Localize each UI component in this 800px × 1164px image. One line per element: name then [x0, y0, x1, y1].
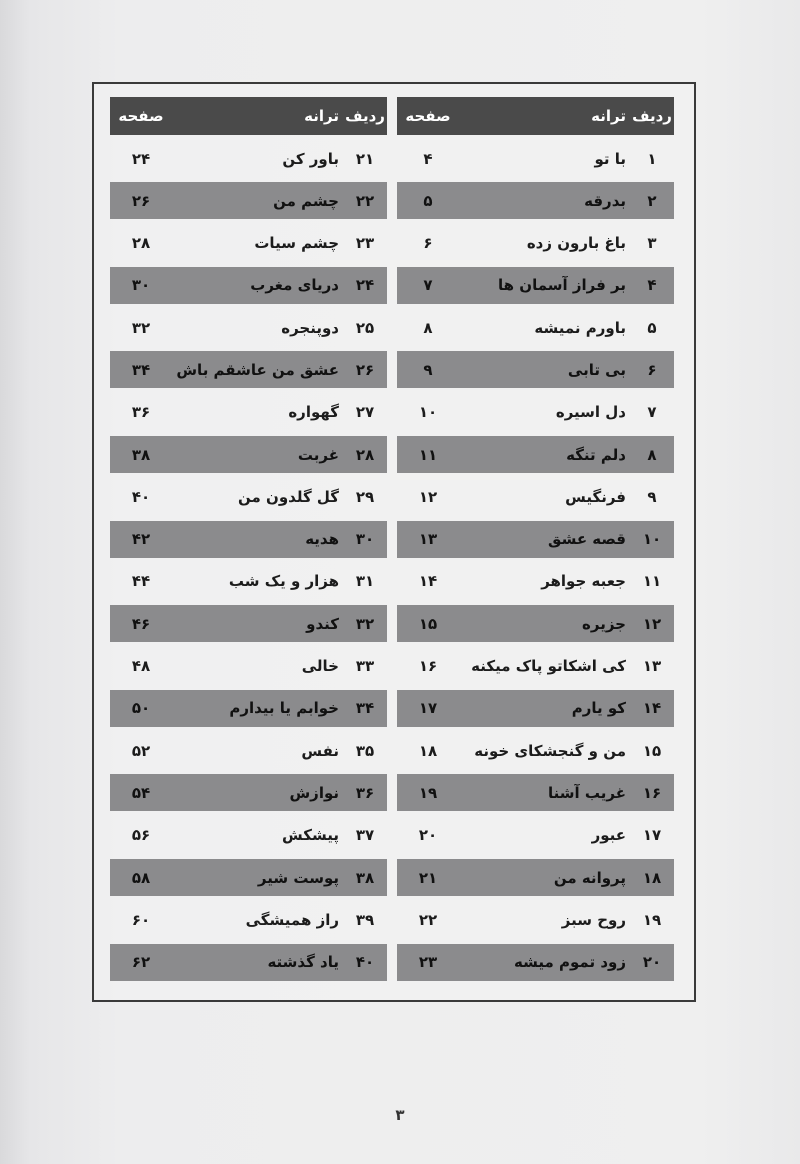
header-page: صفحه: [405, 107, 451, 125]
table-row: [397, 563, 674, 600]
table-row: [110, 817, 387, 854]
row-number: ۳۸: [355, 868, 375, 887]
row-number: ۱۶: [642, 783, 662, 802]
row-number: ۲: [647, 191, 657, 210]
page-number-cell: ۲۰: [418, 826, 438, 845]
song-title: پوست شیر: [257, 868, 339, 887]
page-number-cell: ۲۲: [418, 910, 438, 929]
table-row: [110, 225, 387, 262]
row-number: ۴: [647, 276, 657, 295]
page-number-cell: ۵۲: [131, 741, 151, 760]
table-row: [397, 351, 674, 388]
song-title: بی تابی: [567, 360, 626, 379]
song-title: روح سبز: [561, 910, 626, 929]
row-number: ۱۲: [642, 614, 662, 633]
song-title: هزار و یک شب: [228, 572, 339, 591]
page-number-cell: ۲۱: [418, 868, 438, 887]
table-row: [397, 140, 674, 177]
page-number-cell: ۴۴: [131, 572, 151, 591]
row-number: ۲۷: [355, 403, 375, 422]
row-number: ۱۸: [642, 868, 662, 887]
header-page: صفحه: [118, 107, 164, 125]
song-title: بدرقه: [584, 191, 626, 210]
page-number-cell: ۵۰: [131, 699, 151, 718]
song-title: کندو: [306, 614, 339, 633]
row-number: ۲۱: [355, 149, 375, 168]
table-row: [110, 351, 387, 388]
song-title: پیشکش: [282, 826, 339, 845]
page-number: ۳: [395, 1106, 405, 1124]
row-number: ۲۶: [355, 360, 375, 379]
table-row: [397, 859, 674, 896]
row-number: ۳۴: [355, 699, 375, 718]
page-number-cell: ۴: [423, 149, 433, 168]
table-row: [110, 732, 387, 769]
page-number-cell: ۵: [423, 191, 433, 210]
song-title: زود تموم میشه: [514, 953, 626, 972]
page-number-cell: ۶: [423, 234, 433, 253]
row-number: ۲۴: [355, 276, 375, 295]
page-number-cell: ۲۸: [131, 234, 151, 253]
song-title: یاد گذشته: [267, 953, 339, 972]
page-number-cell: ۳۲: [131, 318, 151, 337]
page-number-cell: ۴۰: [131, 487, 151, 506]
table-row: [110, 690, 387, 727]
row-number: ۵: [647, 318, 657, 337]
row-number: ۶: [647, 360, 657, 379]
table-row: [110, 478, 387, 515]
song-title: دل اسیره: [555, 403, 626, 422]
table-of-contents-frame: [92, 82, 696, 1002]
row-number: ۲۵: [355, 318, 375, 337]
table-row: [110, 859, 387, 896]
row-number: ۱۷: [642, 826, 662, 845]
song-title: کو یارم: [571, 699, 626, 718]
table-row: [110, 563, 387, 600]
table-row: [397, 690, 674, 727]
song-title: خوابم یا بیدارم: [229, 699, 339, 718]
table-row: [110, 521, 387, 558]
row-number: ۸: [647, 445, 657, 464]
song-title: غریب آشنا: [548, 783, 626, 802]
page-number-cell: ۴۶: [131, 614, 151, 633]
page-number-cell: ۴۲: [131, 530, 151, 549]
table-row: [110, 267, 387, 304]
row-number: ۲۹: [355, 487, 375, 506]
song-title: چشم من: [273, 191, 339, 210]
table-row: [110, 140, 387, 177]
page-number-cell: ۶۰: [131, 910, 151, 929]
row-number: ۳۹: [355, 910, 375, 929]
song-title: غربت: [297, 445, 339, 464]
header-row-number: ردیف: [345, 107, 385, 125]
row-number: ۳۲: [355, 614, 375, 633]
page-number-cell: ۱۴: [418, 572, 438, 591]
row-number: ۲۰: [642, 953, 662, 972]
row-number: ۳۳: [355, 657, 375, 676]
song-title: قصه عشق: [548, 530, 626, 549]
row-number: ۷: [647, 403, 657, 422]
page-number-cell: ۷: [423, 276, 433, 295]
row-number: ۱۱: [642, 572, 662, 591]
song-title: چشم سیات: [254, 234, 339, 253]
song-title: گهواره: [288, 403, 339, 422]
header-row-number: ردیف: [632, 107, 672, 125]
page-number-cell: ۲۶: [131, 191, 151, 210]
song-title: نوازش: [289, 783, 339, 802]
row-number: ۲۸: [355, 445, 375, 464]
song-title: باور کن: [282, 149, 339, 168]
song-title: با تو: [594, 149, 626, 168]
table-row: [397, 605, 674, 642]
row-number: ۲۲: [355, 191, 375, 210]
table-row: [397, 436, 674, 473]
song-title: خالی: [301, 657, 339, 676]
table-row: [397, 901, 674, 938]
page-number-cell: ۵۴: [131, 783, 151, 802]
song-title: جزیره: [582, 614, 626, 633]
song-title: بر فراز آسمان ها: [498, 276, 626, 295]
table-row: [110, 901, 387, 938]
song-title: راز همیشگی: [245, 910, 339, 929]
song-title: عشق من عاشقم باش: [176, 360, 339, 379]
row-number: ۱: [647, 149, 657, 168]
row-number: ۳: [647, 234, 657, 253]
song-title: باورم نمیشه: [534, 318, 626, 337]
song-title: دریای مغرب: [250, 276, 339, 295]
page-number-cell: ۵۸: [131, 868, 151, 887]
song-title: گل گلدون من: [238, 487, 339, 506]
table-row: [110, 394, 387, 431]
table-row: [397, 182, 674, 219]
song-title: من و گنجشکای خونه: [474, 741, 626, 760]
page-number-cell: ۱۹: [418, 783, 438, 802]
song-title: جعبه جواهر: [541, 572, 626, 591]
table-row: [397, 521, 674, 558]
page-number-cell: ۸: [423, 318, 433, 337]
page-number-cell: ۱۷: [418, 699, 438, 718]
song-title: پروانه من: [553, 868, 626, 887]
table-header: [110, 97, 387, 135]
page-number-cell: ۱۱: [418, 445, 438, 464]
row-number: ۳۱: [355, 572, 375, 591]
row-number: ۱۵: [642, 741, 662, 760]
table-row: [110, 436, 387, 473]
page-number-cell: ۳۴: [131, 360, 151, 379]
page-number-cell: ۱۸: [418, 741, 438, 760]
row-number: ۱۳: [642, 657, 662, 676]
row-number: ۹: [647, 487, 657, 506]
table-row: [110, 182, 387, 219]
song-title: دلم تنگه: [566, 445, 626, 464]
page-number-cell: ۹: [423, 360, 433, 379]
row-number: ۳۷: [355, 826, 375, 845]
page-number-cell: ۳۶: [131, 403, 151, 422]
table-row: [397, 267, 674, 304]
table-row: [397, 478, 674, 515]
table-row: [397, 309, 674, 346]
table-row: [397, 944, 674, 981]
song-title: نفس: [301, 741, 339, 760]
page-number-cell: ۱۳: [418, 530, 438, 549]
row-number: ۱۰: [642, 530, 662, 549]
table-row: [110, 774, 387, 811]
table-row: [110, 944, 387, 981]
table-row: [110, 648, 387, 685]
table-row: [110, 605, 387, 642]
row-number: ۳۰: [355, 530, 375, 549]
row-number: ۱۴: [642, 699, 662, 718]
page-number-cell: ۴۸: [131, 657, 151, 676]
page-number-cell: ۶۲: [131, 953, 151, 972]
row-number: ۳۶: [355, 783, 375, 802]
page-number-cell: ۱۰: [418, 403, 438, 422]
header-song-title: ترانه: [304, 107, 339, 125]
row-number: ۱۹: [642, 910, 662, 929]
header-song-title: ترانه: [591, 107, 626, 125]
song-title: باغ بارون زده: [526, 234, 626, 253]
row-number: ۳۵: [355, 741, 375, 760]
song-title: کی اشکاتو پاک میکنه: [471, 657, 626, 676]
page-number-cell: ۵۶: [131, 826, 151, 845]
page-number-cell: ۳۸: [131, 445, 151, 464]
table-row: [397, 732, 674, 769]
page-number-cell: ۱۲: [418, 487, 438, 506]
page-number-cell: ۱۵: [418, 614, 438, 633]
page-number-cell: ۱۶: [418, 657, 438, 676]
page-number-cell: ۳۰: [131, 276, 151, 295]
row-number: ۴۰: [355, 953, 375, 972]
song-title: دوپنجره: [281, 318, 339, 337]
table-row: [397, 774, 674, 811]
toc-table-left: [110, 97, 387, 986]
page-number-cell: ۲۴: [131, 149, 151, 168]
page-number-cell: ۲۳: [418, 953, 438, 972]
table-header: [397, 97, 674, 135]
song-title: عبور: [591, 826, 626, 845]
table-row: [397, 394, 674, 431]
table-row: [397, 225, 674, 262]
table-row: [397, 648, 674, 685]
table-row: [397, 817, 674, 854]
toc-table-right: [397, 97, 674, 986]
song-title: فرنگیس: [565, 487, 626, 506]
song-title: هدیه: [305, 530, 339, 549]
row-number: ۲۳: [355, 234, 375, 253]
table-row: [110, 309, 387, 346]
